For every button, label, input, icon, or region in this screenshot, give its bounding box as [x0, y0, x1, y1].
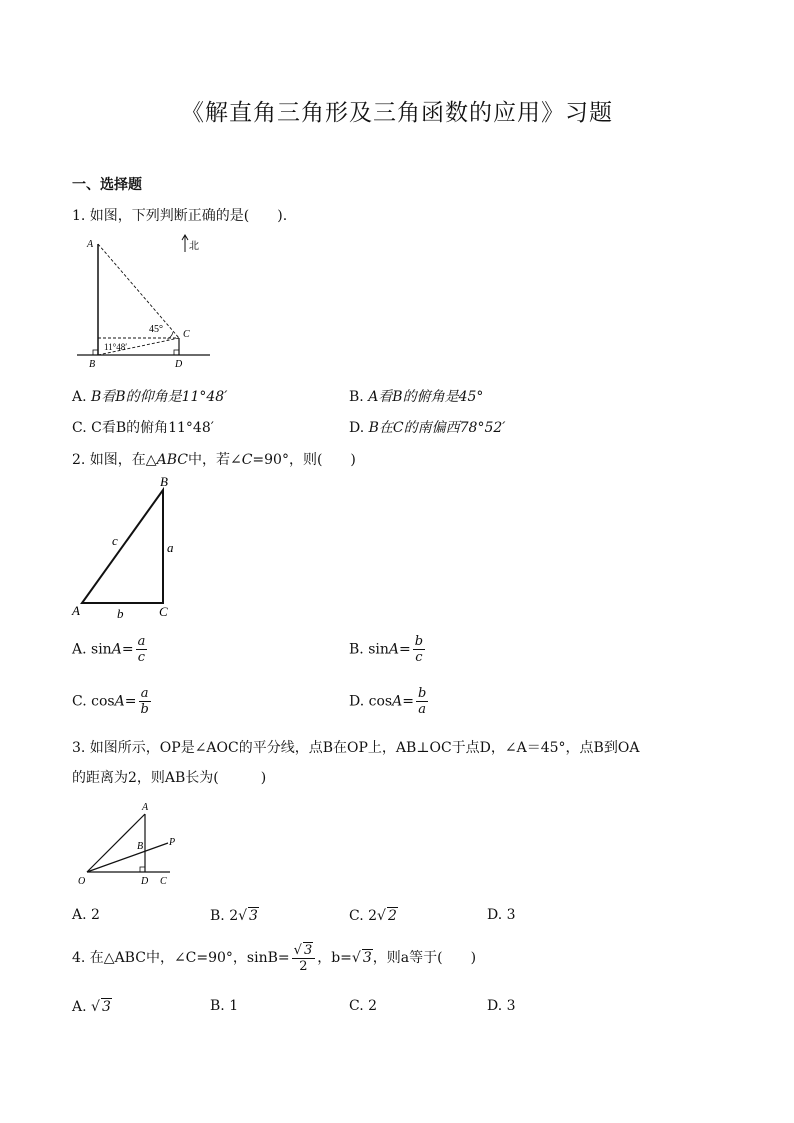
side-label-a: a	[167, 540, 174, 555]
right-angle-mark-D	[140, 867, 145, 872]
point-label-D: D	[175, 359, 183, 370]
point-label-B: B	[137, 841, 144, 852]
point-label-P: P	[169, 837, 176, 848]
line-AC	[98, 244, 179, 338]
q3-option-A[interactable]: A. 2	[72, 907, 100, 923]
fraction: $\frac{a}{c}$	[137, 634, 146, 665]
point-label-D: D	[141, 876, 149, 887]
side-label-c: c	[112, 533, 118, 548]
question-3-line-2: 的距离为2，则AB长为( )	[72, 770, 267, 786]
angle-label-small: 11°48′	[104, 342, 128, 352]
option-text: B在C的南偏西78°52′	[364, 420, 506, 436]
q4-option-D[interactable]: D. 3	[487, 998, 516, 1014]
q4-option-A[interactable]: A. √ 3	[72, 999, 111, 1015]
question-3-line-1: 3. 如图所示，OP是∠AOC的平分线，点B在OP上，AB⊥OC于点D，∠A＝45°，点B到OA	[72, 740, 640, 756]
question-1-figure	[72, 234, 217, 370]
q3-option-C[interactable]: C. 2√ 2	[349, 908, 397, 924]
vertex-label-B: B	[160, 474, 168, 489]
question-1-stem: 1. 如图，下列判断正确的是( ).	[72, 208, 288, 224]
q3-option-D[interactable]: D. 3	[487, 907, 516, 923]
q1-option-D[interactable]	[349, 417, 505, 437]
fraction: $\frac{b}{a}$	[417, 686, 427, 717]
option-text: B看B的仰角是11°48′	[86, 389, 228, 405]
right-angle-mark-D	[174, 350, 179, 355]
question-3-figure	[72, 798, 187, 890]
option-letter: B.	[349, 389, 364, 405]
fraction: $\frac{b}{c}$	[414, 634, 424, 665]
point-label-B: B	[89, 359, 96, 370]
q1-option-C[interactable]	[72, 417, 214, 437]
point-label-O: O	[78, 876, 86, 887]
q1-option-B[interactable]	[349, 386, 483, 406]
question-4-stem: 4. 在△ABC中，∠C=90°，sinB= $\frac{√ 3}{2}$ ，b=√ 3，则a等于( )	[72, 943, 477, 974]
page-title: 《解直角三角形及三角函数的应用》习题	[181, 100, 613, 126]
q1-option-A[interactable]	[72, 386, 227, 406]
point-label-C: C	[160, 876, 167, 887]
ray-OP	[87, 843, 168, 872]
option-letter: D.	[349, 420, 365, 436]
option-text: A看B的俯角是45°	[363, 389, 484, 405]
point-label-C: C	[183, 329, 190, 340]
north-label: 北	[189, 241, 199, 252]
q2-option-A[interactable]: A. sinA= $\frac{a}{c}$	[72, 634, 146, 665]
point-label-A: A	[87, 239, 94, 250]
question-2-stem: 2. 如图，在△ABC中，若∠C=90°，则( )	[72, 452, 356, 468]
triangle-ABC	[82, 490, 163, 603]
q2-option-C[interactable]: C. cosA= $\frac{a}{b}$	[72, 686, 149, 717]
side-label-b: b	[117, 606, 124, 621]
question-2-figure	[70, 472, 190, 622]
fraction: $\frac{a}{b}$	[140, 686, 149, 717]
vertex-label-A: A	[72, 603, 80, 618]
q2-option-D[interactable]: D. cosA= $\frac{b}{a}$	[349, 686, 427, 717]
q3-option-B[interactable]: B. 2√ 3	[210, 908, 258, 924]
option-text: C看B的俯角11°48′	[86, 420, 214, 436]
q2-option-B[interactable]: B. sinA= $\frac{b}{c}$	[349, 634, 424, 665]
fraction: $\frac{√ 3}{2}$	[292, 942, 316, 974]
vertex-label-C: C	[159, 604, 168, 619]
option-letter: A.	[72, 389, 87, 405]
point-label-A: A	[142, 802, 149, 813]
angle-label-45: 45°	[149, 324, 163, 335]
q4-option-B[interactable]: B. 1	[210, 998, 239, 1014]
option-letter: C.	[72, 420, 87, 436]
q4-option-C[interactable]: C. 2	[349, 998, 378, 1014]
section-heading: 一、选择题	[72, 177, 142, 193]
